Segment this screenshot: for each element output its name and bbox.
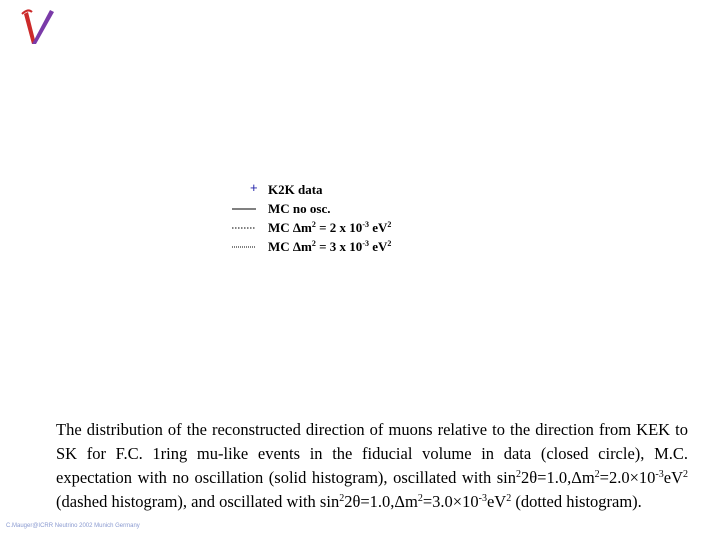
nu-logo-icon [20, 6, 60, 48]
solid-line-icon [232, 208, 256, 210]
figure-caption: The distribution of the reconstructed direction of muons relative to the direction from KEK to SK for F.C. 1ring mu-like events in the fiducial volume in data (closed circle), M.C. expectation with no oscillation (solid histogram), oscillated with $\sin^22\theta=1.0,\Delta m^2=2.0\times 10^{-3}eV^2$ (dashed histogram), and oscillated with $\sin^22\theta=1.0,\Delta m^2=3.0\times 10^{-3}eV^2$ (dotted histogram). [56, 420, 688, 511]
legend-label-no-osc: MC no osc. [268, 201, 331, 216]
legend-label-dm2-3: MC $\Delta m^2 = 3$ x $10^{-3}$ $eV^2$ [268, 239, 392, 254]
legend-item-no-osc [228, 201, 428, 220]
legend-label-data: K2K data [268, 182, 323, 197]
legend-item-data [228, 182, 428, 201]
chart-legend [228, 182, 428, 258]
dashed-line-icon [232, 227, 256, 229]
dotted-line-icon [232, 246, 256, 248]
footer-credit: C.Mauger@ICRR Neutrino 2002 Munich Germany [6, 523, 140, 529]
legend-item-dm2-2 [228, 220, 428, 239]
legend-item-dm2-3 [228, 239, 428, 258]
plus-marker-icon: + [250, 180, 258, 195]
legend-label-dm2-2: MC $\Delta m^2 = 2$ x $10^{-3}$ $eV^2$ [268, 220, 392, 235]
